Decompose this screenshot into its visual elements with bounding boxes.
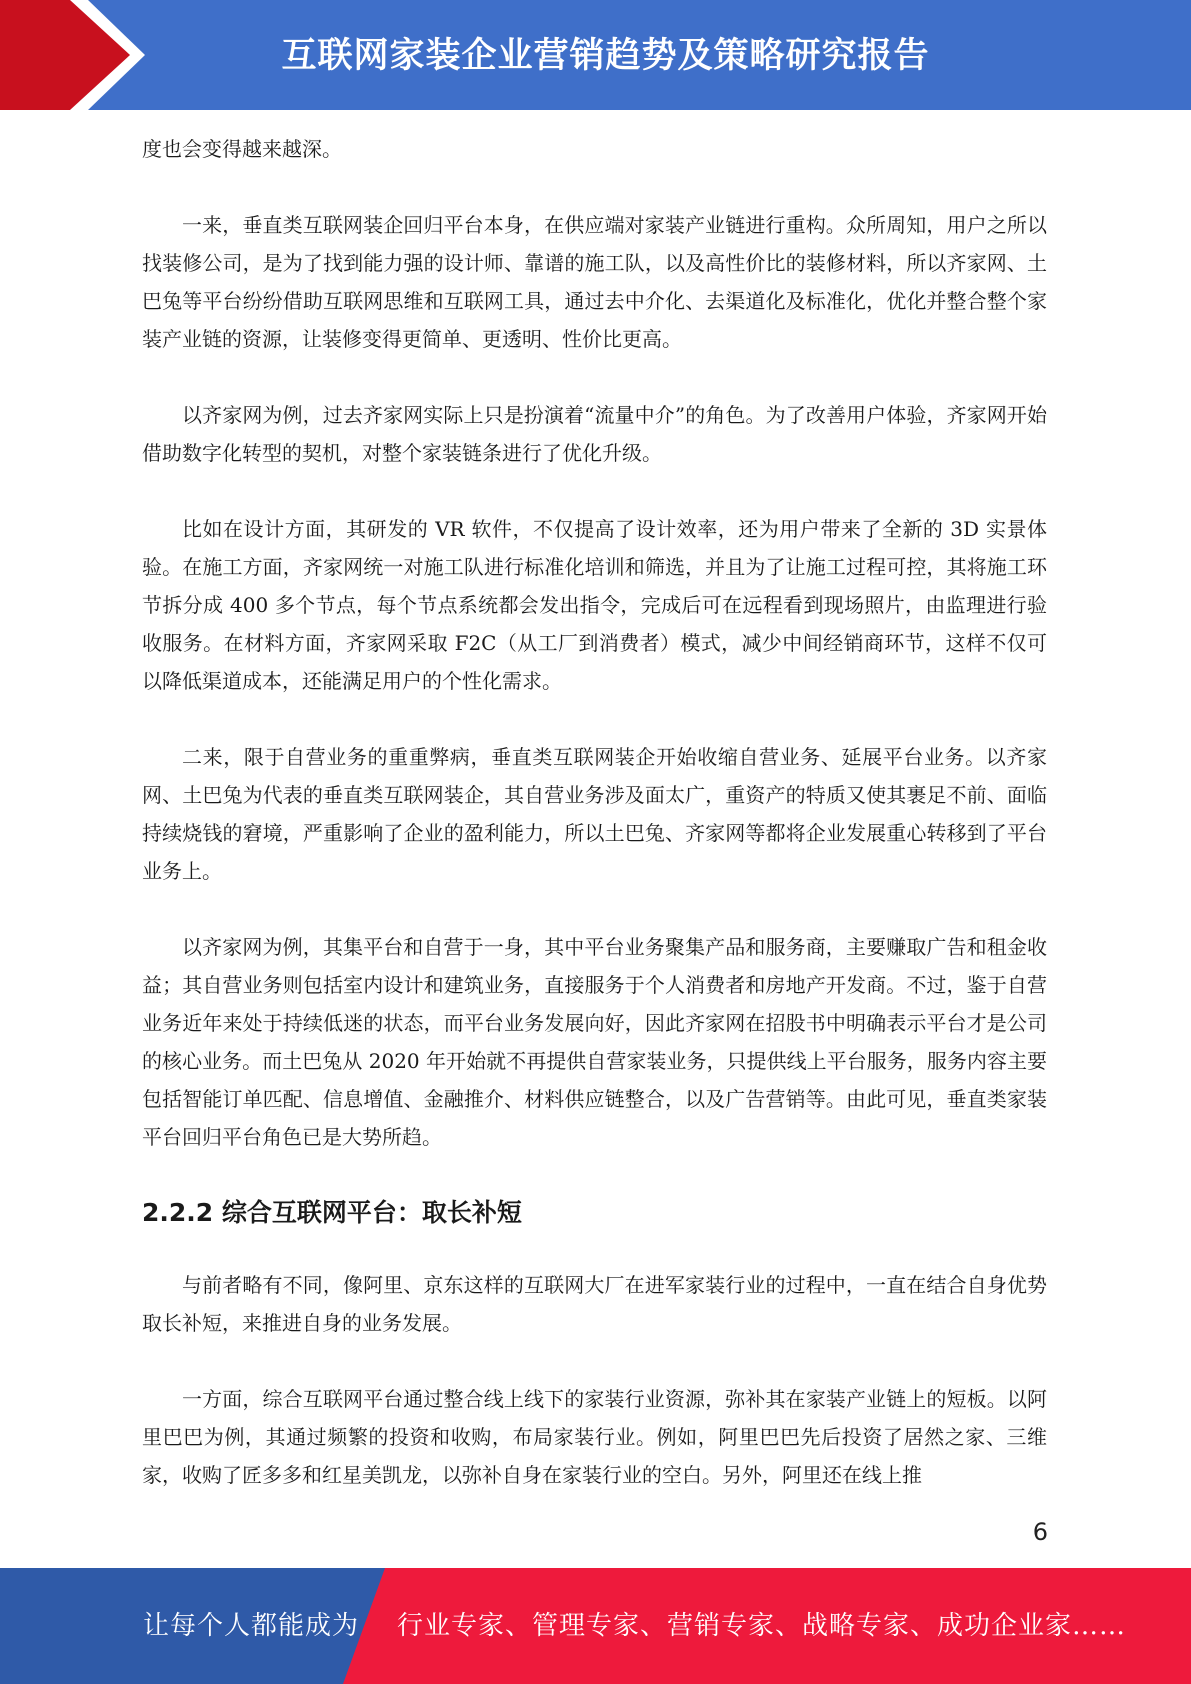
paragraph: 与前者略有不同，像阿里、京东这样的互联网大厂在进军家装行业的过程中，一直在结合自身优势取长补短，来推进自身的业务发展。 (142, 1273, 1047, 1335)
paragraph: 以齐家网为例，其集平台和自营于一身，其中平台业务聚集产品和服务商，主要赚取广告和租金收益；其自营业务则包括室内设计和建筑业务，直接服务于个人消费者和房地产开发商。不过，鉴于自营业务近年来处于持续低迷的状态，而平台业务发展向好，因此齐家网在招股书中明确表示平台才是公司的核心业务。而土巴兔从 2020 年开始就不再提供自营家装业务，只提供线上平台服务，服务内容主要包括智能订单匹配、信息增值、金融推介、材料供应链整合，以及广告营销等。由此可见，垂直类家装平台回归平台角色已是大势所趋。 (142, 935, 1047, 1149)
page-number: 6 (1032, 1518, 1048, 1546)
paragraph: 一方面，综合互联网平台通过整合线上线下的家装行业资源，弥补其在家装产业链上的短板。以阿里巴巴为例，其通过频繁的投资和收购，布局家装行业。例如，阿里巴巴先后投资了居然之家、三维家，收购了匠多多和红星美凯龙，以弥补自身在家装行业的空白。另外，阿里还在线上推 (142, 1387, 1047, 1487)
paragraph: 一来，垂直类互联网装企回归平台本身，在供应端对家装产业链进行重构。众所周知，用户之所以找装修公司，是为了找到能力强的设计师、靠谱的施工队，以及高性价比的装修材料，所以齐家网、土巴兔等平台纷纷借助互联网思维和互联网工具，通过去中介化、去渠道化及标准化，优化并整合整个家装产业链的资源，让装修变得更简单、更透明、性价比更高。 (142, 213, 1047, 351)
page-footer (0, 1568, 1191, 1684)
page-header (0, 0, 1191, 110)
paragraph: 以齐家网为例，过去齐家网实际上只是扮演着“流量中介”的角色。为了改善用户体验，齐家网开始借助数字化转型的契机，对整个家装链条进行了优化升级。 (142, 403, 1047, 465)
footer-slogan-right: 行业专家、管理专家、营销专家、战略专家、成功企业家…… (397, 1611, 1127, 1641)
paragraph-continuation: 度也会变得越来越深。 (142, 137, 342, 161)
document-body (142, 130, 1047, 1494)
footer-slogan-left: 让每个人都能成为 (143, 1611, 360, 1641)
paragraph: 比如在设计方面，其研发的 VR 软件，不仅提高了设计效率，还为用户带来了全新的 3D 实景体验。在施工方面，齐家网统一对施工队进行标准化培训和筛选，并且为了让施工过程可控，其将施工环节拆分成 400 多个节点，每个节点系统都会发出指令，完成后可在远程看到现场照片，由监理进行验收服务。在材料方面，齐家网采取 F2C（从工厂到消费者）模式，减少中间经销商环节，这样不仅可以降低渠道成本，还能满足用户的个性化需求。 (142, 517, 1047, 693)
section-heading: 2.2.2 综合互联网平台：取长补短 (142, 1198, 522, 1227)
paragraph: 二来，限于自营业务的重重弊病，垂直类互联网装企开始收缩自营业务、延展平台业务。以齐家网、土巴兔为代表的垂直类互联网装企，其自营业务涉及面太广，重资产的特质又使其裹足不前、面临持续烧钱的窘境，严重影响了企业的盈利能力，所以土巴兔、齐家网等都将企业发展重心转移到了平台业务上。 (142, 745, 1047, 883)
report-title: 互联网家装企业营销趋势及策略研究报告 (281, 35, 930, 76)
